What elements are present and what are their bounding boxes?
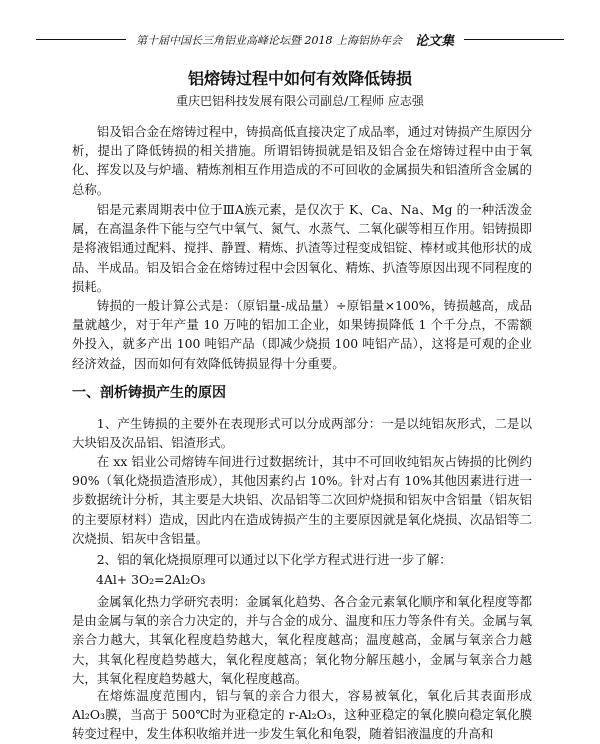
paragraph-aluminum-properties: 铝是元素周期表中位于ⅢA族元素，是仅次于 K、Ca、Na、Mg 的一种活泼金属，在高温条件下能与空气中氧气、氮气、水蒸气、二氧化碳等相互作用。铝铸损即是将液铝通过配料、搅拌、静置、精炼、扒渣等过程变成铝锭、棒材或其他形状的成品、半成品。铝及铝合金在熔铸过程中会因氧化、精炼、扒渣等原因出现不同程度的损耗。 — [72, 202, 532, 294]
paragraph-intro: 铝及铝合金在熔铸过程中，铸损高低直接决定了成品率，通过对铸损产生原因分析，提出了降低铸损的相关措施。所谓铝铸损就是铝及铝合金在熔铸过程中由于氧化、挥发以及与炉墙、精炼剂相互作用造成的不可回收的金属损失和铝渣所含金属的总称。 — [72, 124, 532, 197]
header-brand: 论文集 — [414, 34, 454, 49]
paragraph-oxide-film: 在熔炼温度范围内，铝与氧的亲合力很大，容易被氧化，氧化后其表面形成 Al₂O₃膜，当高于 500℃时为亚稳定的 r-Al₂O₃，这种亚稳定的氧化膜向稳定氧化膜转变过程中，发生体积收缩并进一步发生氧化和龟裂，随着铝液温度的升高和 — [72, 688, 532, 742]
paragraph-loss-forms: 1、产生铸损的主要外在表现形式可以分成两部分：一是以纯铝灰形式，二是以大块铝及次品铝、铝渣形式。 — [72, 416, 532, 451]
header-rule-right — [464, 39, 564, 40]
author-line: 重庆巴铝科技发展有限公司副总/工程师 应志强 — [176, 94, 424, 108]
header-rule-left — [36, 39, 126, 40]
paragraph-statistics: 在 xx 铝业公司熔铸车间进行过数据统计，其中不可回收纯铝灰占铸损的比例约 90%（氧化烧损造渣形成），其他因素约占 10%。针对占有 10%其他因素进行进一步数据统计分析，其主要是大块铝、次品铝等二次回炉烧损和铝灰中含铝量（铝灰铝的主要原材料）造成，因此内在造成铸损产生的主要原因就是氧化烧损、次品铝等二次烧损、铝灰中含铝量。 — [72, 454, 532, 546]
chemical-equation: 4Al+ 3O₂=2Al₂O₃ — [96, 572, 206, 587]
paragraph-oxidation-intro: 2、铝的氧化烧损原理可以通过以下化学方程式进行进一步了解： — [96, 552, 452, 567]
section-heading: 一、剖析铸损产生的原因 — [72, 385, 226, 401]
paper-title: 铝熔铸过程中如何有效降低铸损 — [187, 69, 412, 88]
paragraph-thermodynamics: 金属氧化热力学研究表明：金属氧化趋势、各合金元素氧化顺序和氧化程度等都是由金属与氧的亲合力决定的，并与合金的成分、温度和压力等条件有关。金属与氧亲合力越大，其氧化程度趋势越大，氧化程度越高；温度越高，金属与氧亲合力越大，其氧化程度趋势越大，氧化程度越高；氧化物分解压越小，金属与氧亲合力越大，其氧化程度趋势越大，氧化程度越高。 — [72, 594, 532, 686]
paragraph-formula: 铸损的一般计算公式是：（原铝量-成品量）÷原铝量×100%，铸损越高，成品量就越少，对于年产量 10 万吨的铝加工企业，如果铸损降低 1 个千分点，不需额外投入，就多产出 100 吨铝产品（即减少烧损 100 吨铝产品），这将是可观的企业经济效益，因而如何有效降低铸损显得十分重要。 — [72, 298, 532, 371]
header-conference: 第十届中国长三角铝业高峰论坛暨 2018 上海铝协年会 — [136, 34, 402, 47]
running-header — [36, 32, 564, 48]
